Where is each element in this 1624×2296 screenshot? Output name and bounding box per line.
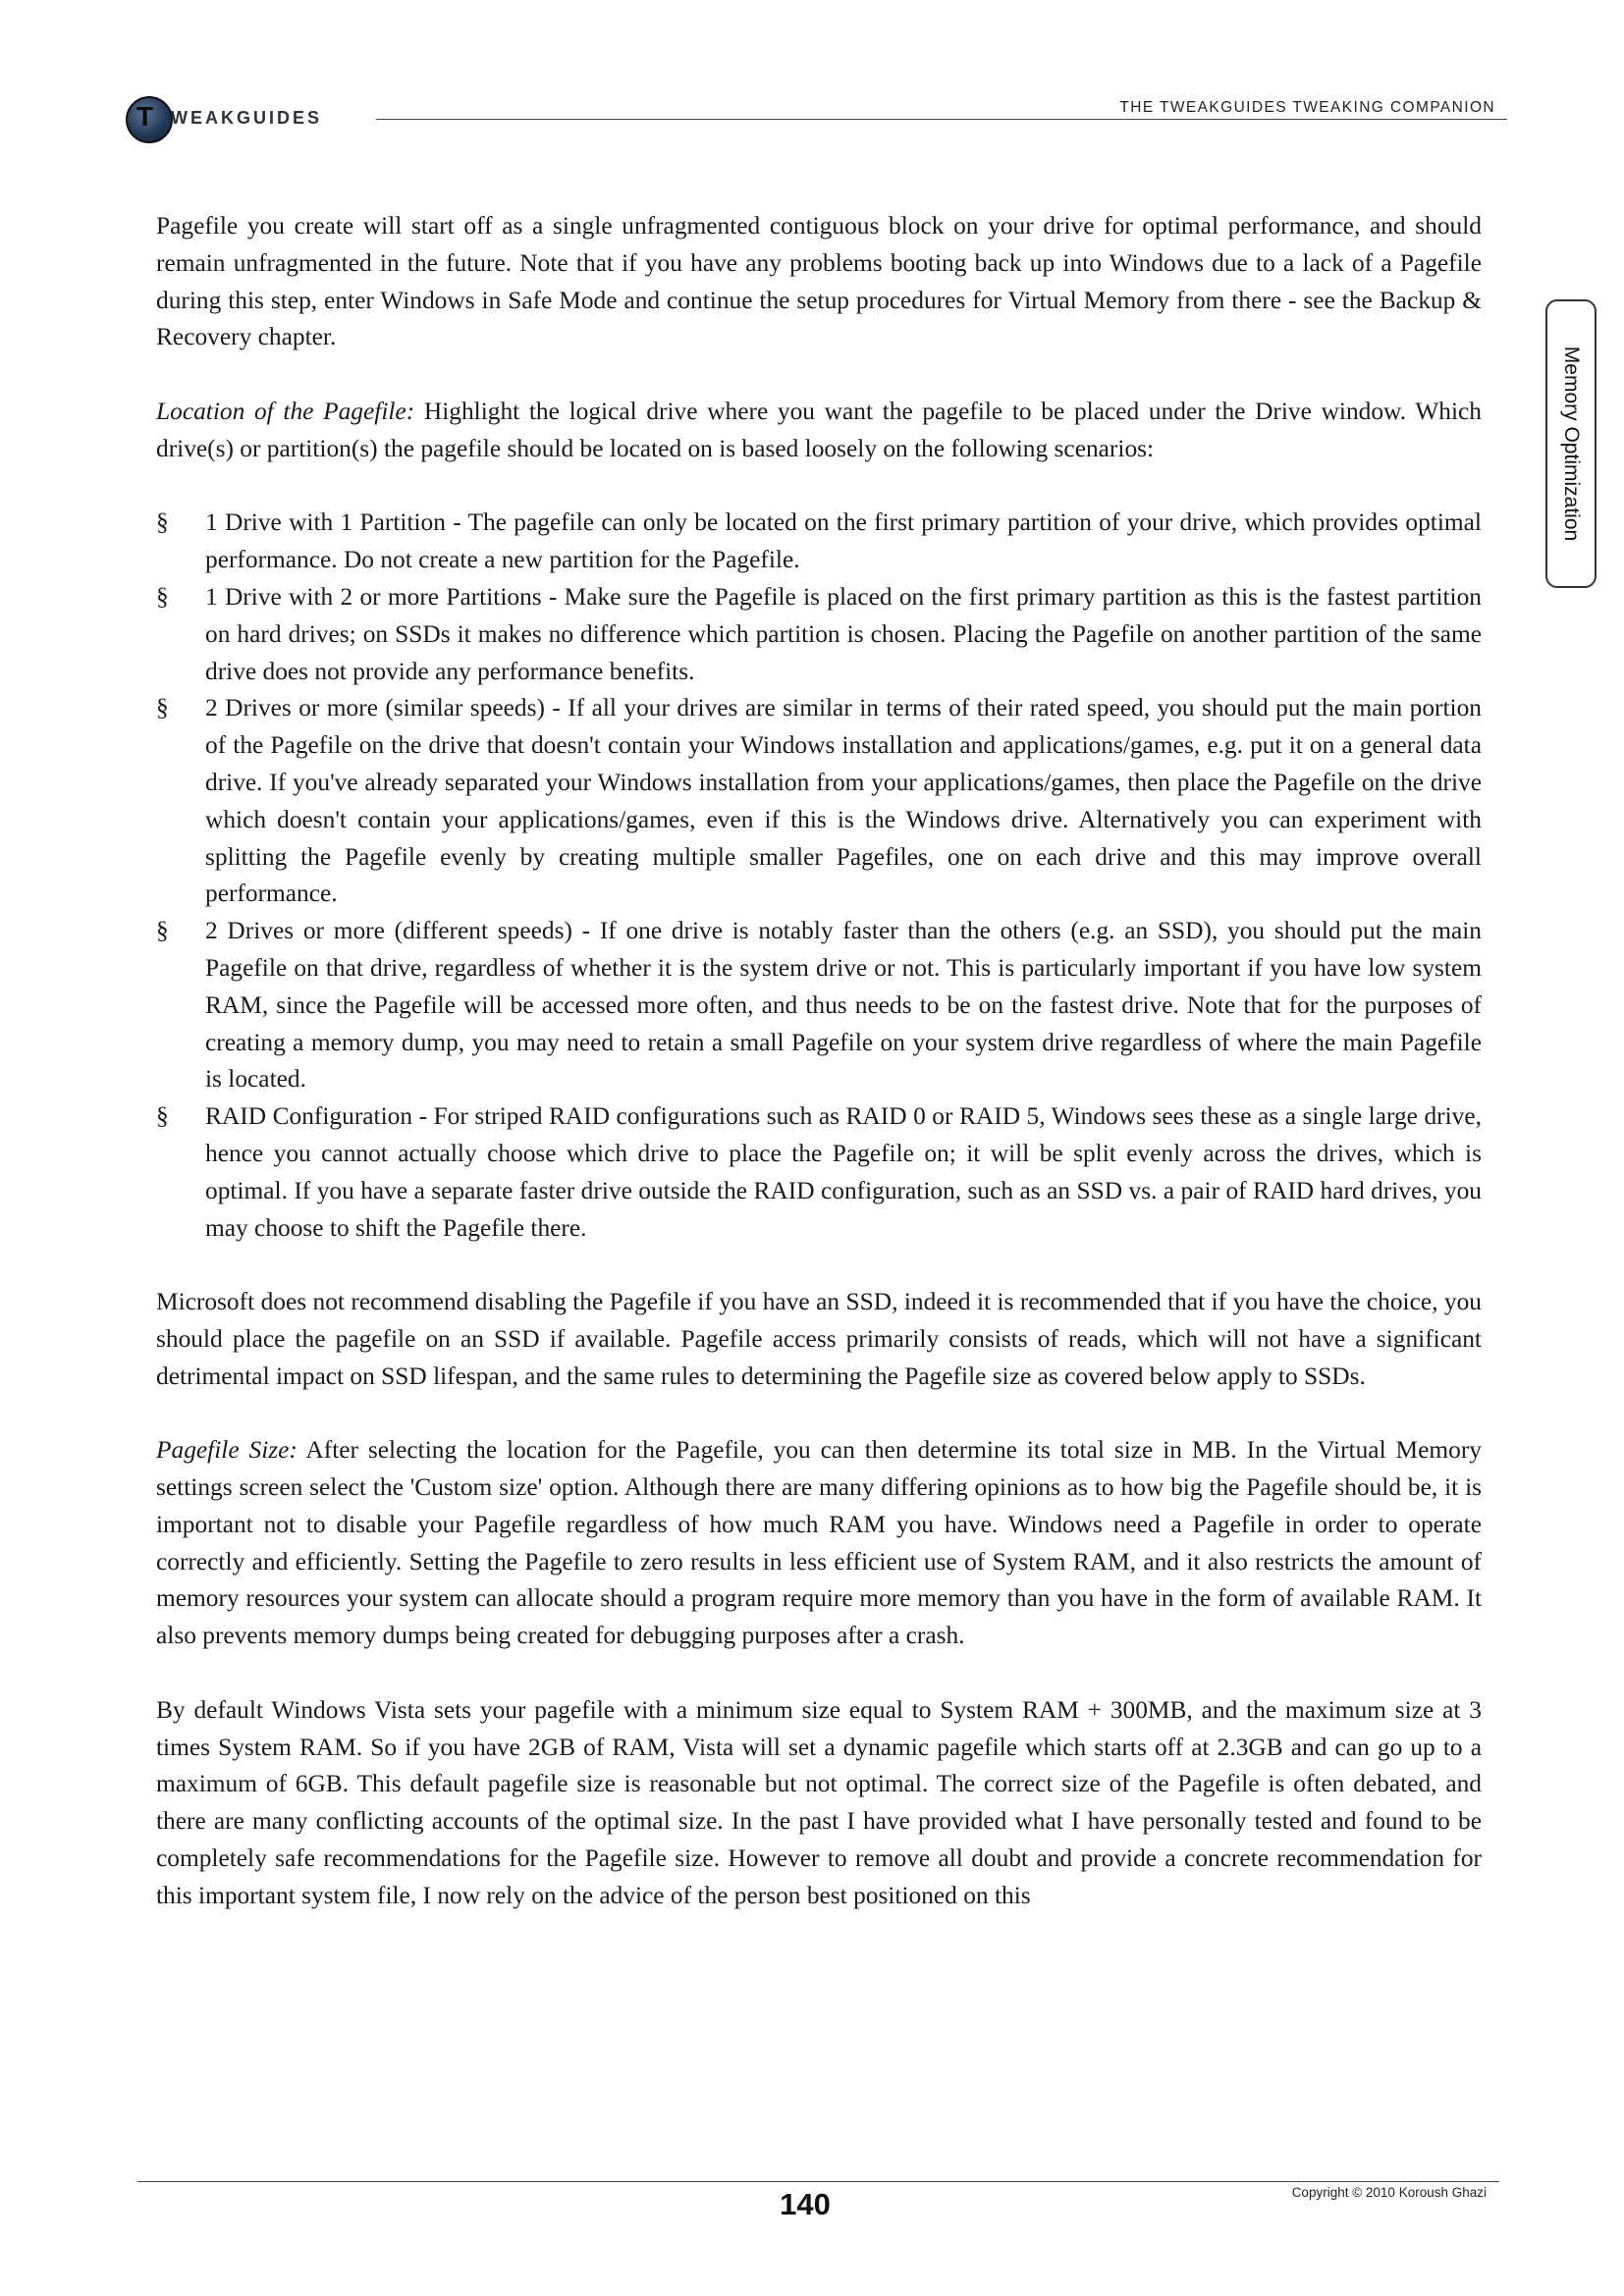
header-divider (376, 119, 1507, 120)
footer-divider (137, 2181, 1499, 2182)
logo-emblem-icon (126, 96, 173, 143)
chapter-tab (1545, 299, 1597, 588)
page-body (156, 208, 1482, 1951)
copyright-notice: Copyright © 2010 Koroush Ghazi (1291, 2185, 1487, 2200)
list-item (156, 505, 1482, 579)
paragraph-ssd-advice: Microsoft does not recommend disabling the Pagefile if you have an SSD, indeed it is recommended that if you have the choice, you should place the pagefile on an SSD if available. Pagefile access primarily consists of reads, which will not have a significant detrimental impact on SSD lifespan, and the same rules to determining the Pagefile size as covered below apply to SSDs. (156, 1288, 1482, 1390)
list-item-text: 1 Drive with 2 or more Partitions - Make sure the Pagefile is placed on the first primary partition as this is the fastest partition on hard drives; on SSDs it makes no difference which partition is chosen. Placing the Pagefile on another partition of the same drive does not provide any performance benefits. (205, 582, 1482, 685)
header-title: THE TWEAKGUIDES TWEAKING COMPANION (1119, 99, 1495, 116)
chapter-tab-label: Memory Optimization (1560, 346, 1583, 542)
bullet-marker: § (156, 694, 169, 722)
list-item (156, 690, 1482, 913)
tweakguides-logo (126, 96, 361, 141)
location-text: Highlight the logical drive where you want the pagefile to be placed under the Drive window. Which drive(s) or partition(s) the pagefile should be located on is based loosely on the following scenarios: (156, 397, 1483, 462)
bullet-marker: § (156, 508, 169, 537)
list-item-text: 1 Drive with 1 Partition - The pagefile can only be located on the first primary partition of your drive, which provides optimal performance. Do not create a new partition for the Pagefile. (205, 508, 1482, 574)
list-item-text: RAID Configuration - For striped RAID configurations such as RAID 0 or RAID 5, Windows sees these as a single large drive, hence you cannot actually choose which drive to place the Pagefile on; it will be split evenly across the drives, which is optimal. If you have a separate faster drive outside the RAID configuration, such as an SSD vs. a pair of RAID hard drives, you may choose to shift the Pagefile there. (205, 1102, 1482, 1242)
list-item (156, 913, 1482, 1098)
scenario-list (156, 505, 1482, 1247)
logo-text: WEAKGUIDES (171, 108, 323, 128)
size-heading: Pagefile Size: (156, 1436, 298, 1465)
paragraph-pagefile-location (156, 394, 1482, 468)
list-item-text: 2 Drives or more (different speeds) - If one drive is notably faster than the others (e.g. an SSD), you should put the main Pagefile on that drive, regardless of whether it is the system drive or not. This is particularly important if you have low system RAM, since the Pagefile will be accessed more often, and thus needs to be on the fastest drive. Note that for the purposes of creating a memory dump, you may need to retain a small Pagefile on your system drive regardless of where the main Pagefile is located. (205, 917, 1482, 1094)
paragraph-pagefile-size (156, 1432, 1482, 1655)
paragraph-pagefile-intro: Pagefile you create will start off as a single unfragmented contiguous block on your drive for optimal performance, and should remain unfragmented in the future. Note that if you have any problems booting back up into Windows due to a lack of a Pagefile during this step, enter Windows in Safe Mode and continue the setup procedures for Virtual Memory from there - see the Backup & Recovery chapter. (156, 212, 1482, 351)
bullet-marker: § (156, 917, 169, 945)
logo-letter: T (136, 101, 154, 132)
paragraph-vista-defaults: By default Windows Vista sets your pagefile with a minimum size equal to System RAM + 300MB, and the maximum size at 3 times System RAM. So if you have 2GB of RAM, Vista will set a dynamic pagefile which starts off at 2.3GB and can go up to a maximum of 6GB. This default pagefile size is reasonable but not optimal. The correct size of the Pagefile is often debated, and there are many conflicting accounts of the optimal size. In the past I have provided what I have personally tested and found to be completely safe recommendations for the Pagefile size. However to remove all doubt and provide a concrete recommendation for this important system file, I now rely on the advice of the person best positioned on this (156, 1695, 1482, 1909)
list-item-text: 2 Drives or more (similar speeds) - If all your drives are similar in terms of their rated speed, you should put the main portion of the Pagefile on the drive that doesn't contain your Windows installation and applications/games, e.g. put it on a general data drive. If you've already separated your Windows installation from your applications/games, then place the Pagefile on the drive which doesn't contain your applications/games, even if this is the Windows drive. Alternatively you can experiment with splitting the Pagefile evenly by creating multiple smaller Pagefiles, one on each drive and this may improve overall performance. (205, 694, 1482, 908)
bullet-marker: § (156, 582, 169, 611)
page-number: 140 (780, 2187, 831, 2221)
location-heading: Location of the Pagefile: (156, 397, 415, 425)
size-text: After selecting the location for the Pagefile, you can then determine its total size in MB. In the Virtual Memory settings screen select the 'Custom size' option. Although there are many differing opinions as to how big the Pagefile should be, it is important not to disable your Pagefile regardless of how much RAM you have. Windows need a Pagefile in order to operate correctly and efficiently. Setting the Pagefile to zero results in less efficient use of System RAM, and it also restricts the amount of memory resources your system can allocate should a program require more memory than you have in the form of available RAM. It also prevents memory dumps being created for debugging purposes after a crash. (156, 1436, 1482, 1650)
list-item (156, 579, 1482, 690)
bullet-marker: § (156, 1102, 169, 1131)
list-item (156, 1098, 1482, 1247)
